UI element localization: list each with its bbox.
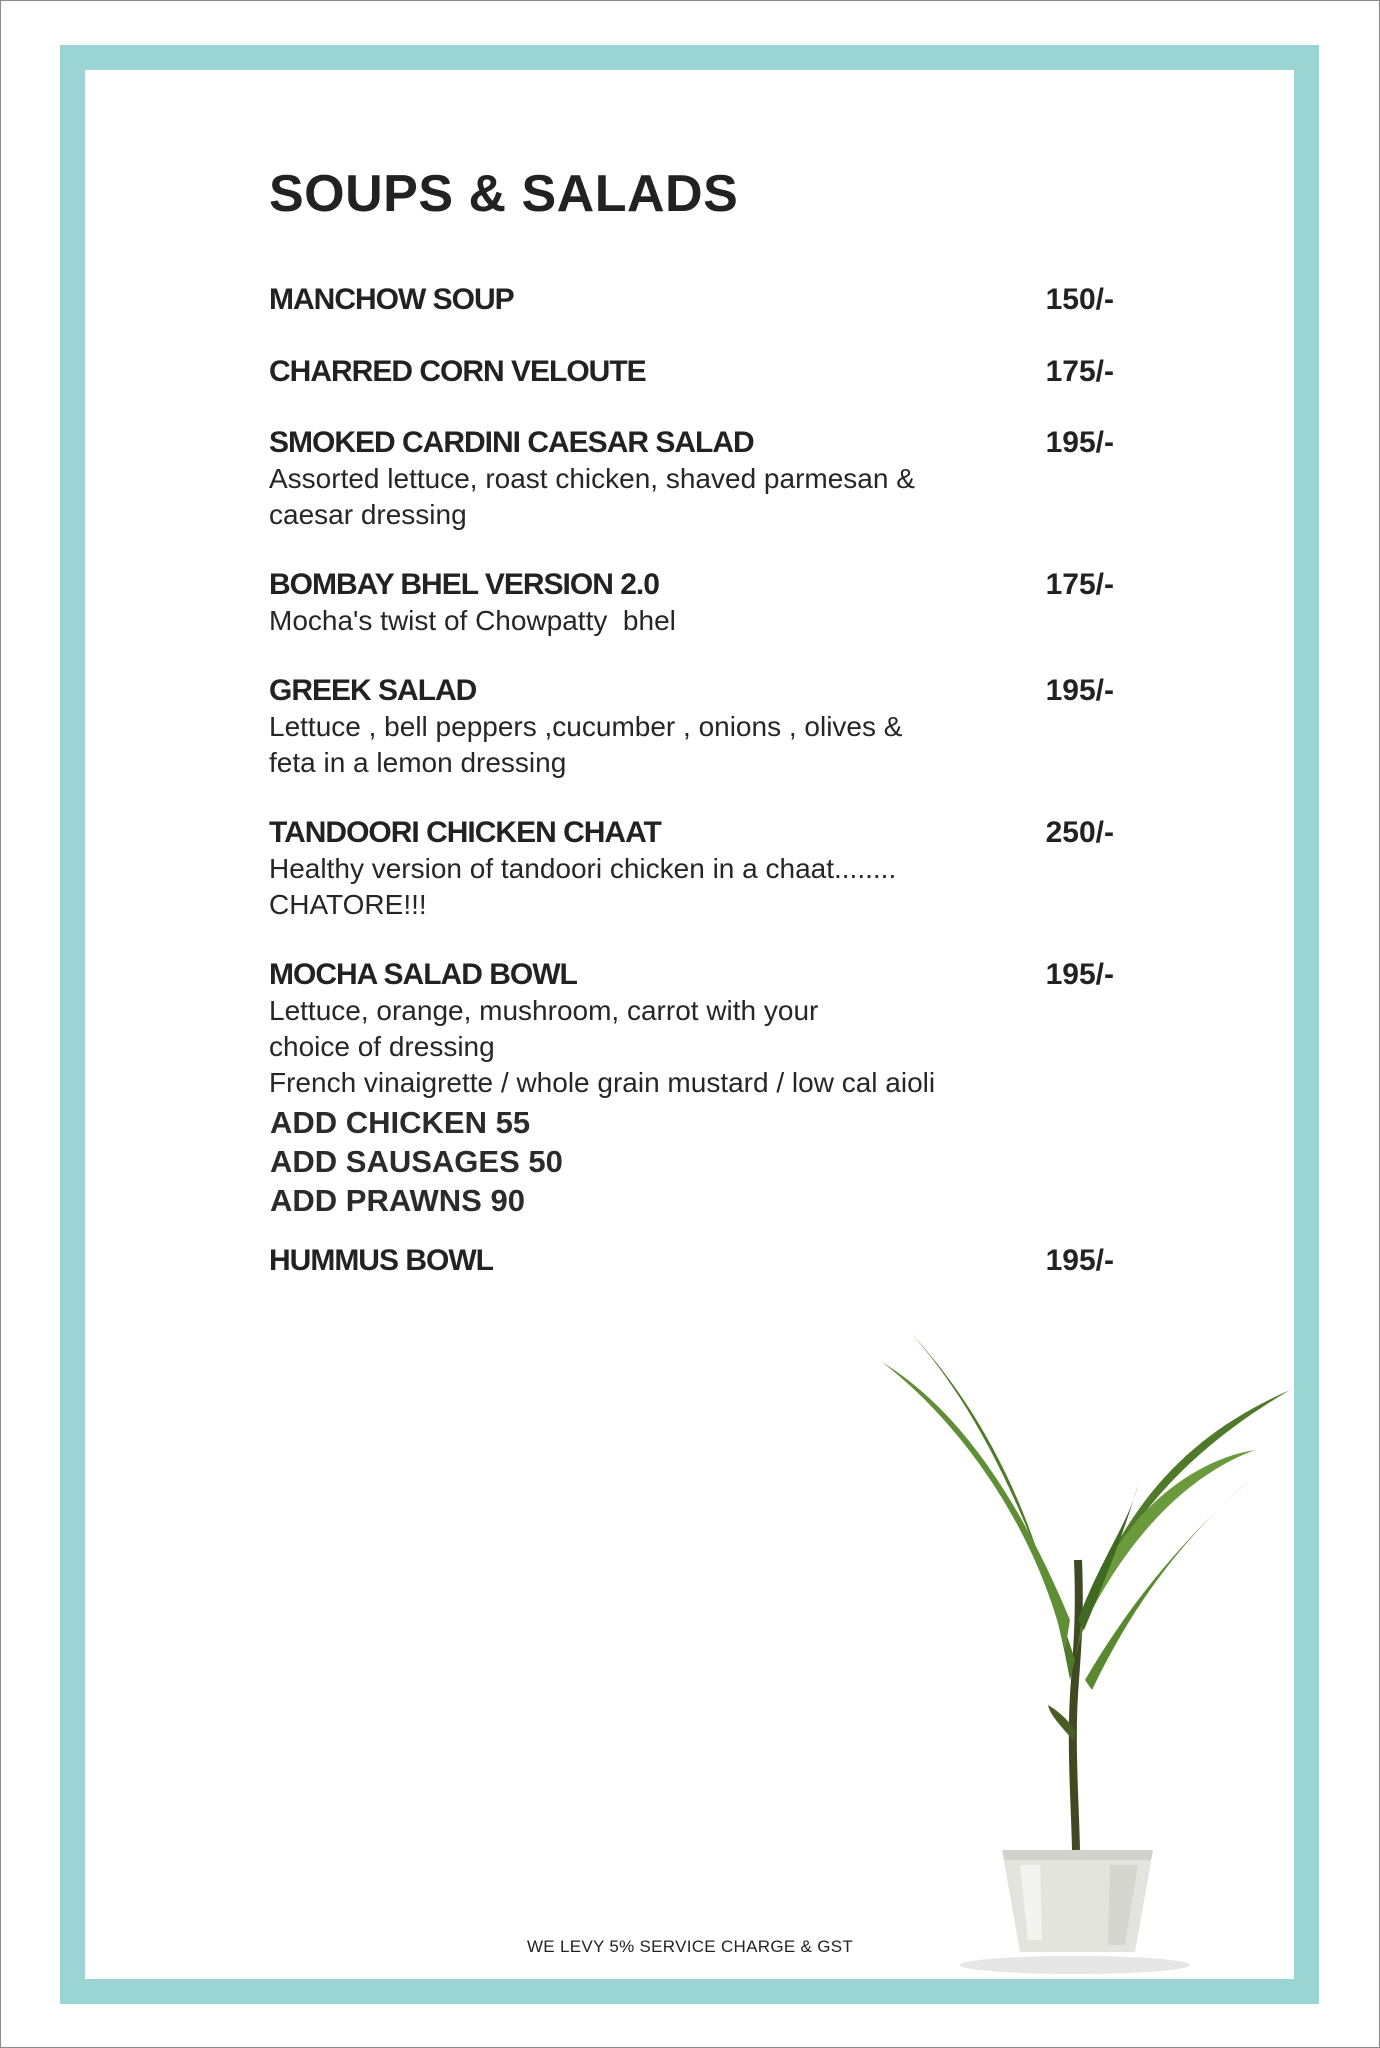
item-price: 195/- [1045, 958, 1114, 991]
menu-item [269, 567, 1114, 639]
item-description: Healthy version of tandoori chicken in a chaat........ [269, 853, 897, 884]
item-description: CHATORE!!! [269, 889, 427, 920]
addon-sausages: ADD SAUSAGES 50 [270, 1144, 563, 1179]
item-name: MANCHOW SOUP [269, 283, 514, 316]
item-description: Lettuce , bell peppers ,cucumber , onions , olives & [269, 711, 903, 742]
item-name: SMOKED CARDINI CAESAR SALAD [269, 426, 754, 459]
menu-item [269, 815, 1114, 923]
menu-item [269, 425, 1114, 533]
addon-prawns: ADD PRAWNS 90 [270, 1183, 525, 1218]
addons-list [270, 1103, 563, 1220]
addon-chicken: ADD CHICKEN 55 [270, 1105, 531, 1140]
menu-item [269, 282, 1114, 318]
item-price: 250/- [1045, 816, 1114, 849]
item-name: MOCHA SALAD BOWL [269, 958, 577, 991]
item-description: caesar dressing [269, 499, 467, 530]
item-name: TANDOORI CHICKEN CHAAT [269, 816, 661, 849]
item-name: BOMBAY BHEL VERSION 2.0 [269, 568, 659, 601]
service-charge-note: WE LEVY 5% SERVICE CHARGE & GST [526, 1937, 854, 1956]
item-name: CHARRED CORN VELOUTE [269, 355, 646, 388]
item-price: 150/- [1045, 283, 1114, 316]
menu-item [269, 673, 1114, 781]
item-price: 175/- [1045, 355, 1114, 388]
item-price: 195/- [1045, 674, 1114, 707]
item-description: French vinaigrette / whole grain mustard / low cal aioli [269, 1067, 936, 1098]
item-name: HUMMUS BOWL [269, 1244, 493, 1277]
section-title: SOUPS & SALADS [269, 165, 739, 223]
menu-item [269, 957, 1114, 1101]
item-name: GREEK SALAD [269, 674, 477, 707]
item-description: Mocha's twist of Chowpatty bhel [269, 605, 676, 636]
menu-item [269, 354, 1114, 390]
menu-item [269, 1243, 1114, 1279]
item-description: choice of dressing [269, 1031, 495, 1062]
item-description: feta in a lemon dressing [269, 747, 567, 778]
item-price: 175/- [1045, 568, 1114, 601]
item-price: 195/- [1045, 426, 1114, 459]
item-description: Assorted lettuce, roast chicken, shaved parmesan & [269, 463, 915, 494]
potted-plant-illustration [870, 1320, 1300, 1980]
item-price: 195/- [1045, 1244, 1114, 1277]
item-description: Lettuce, orange, mushroom, carrot with your [269, 995, 819, 1026]
